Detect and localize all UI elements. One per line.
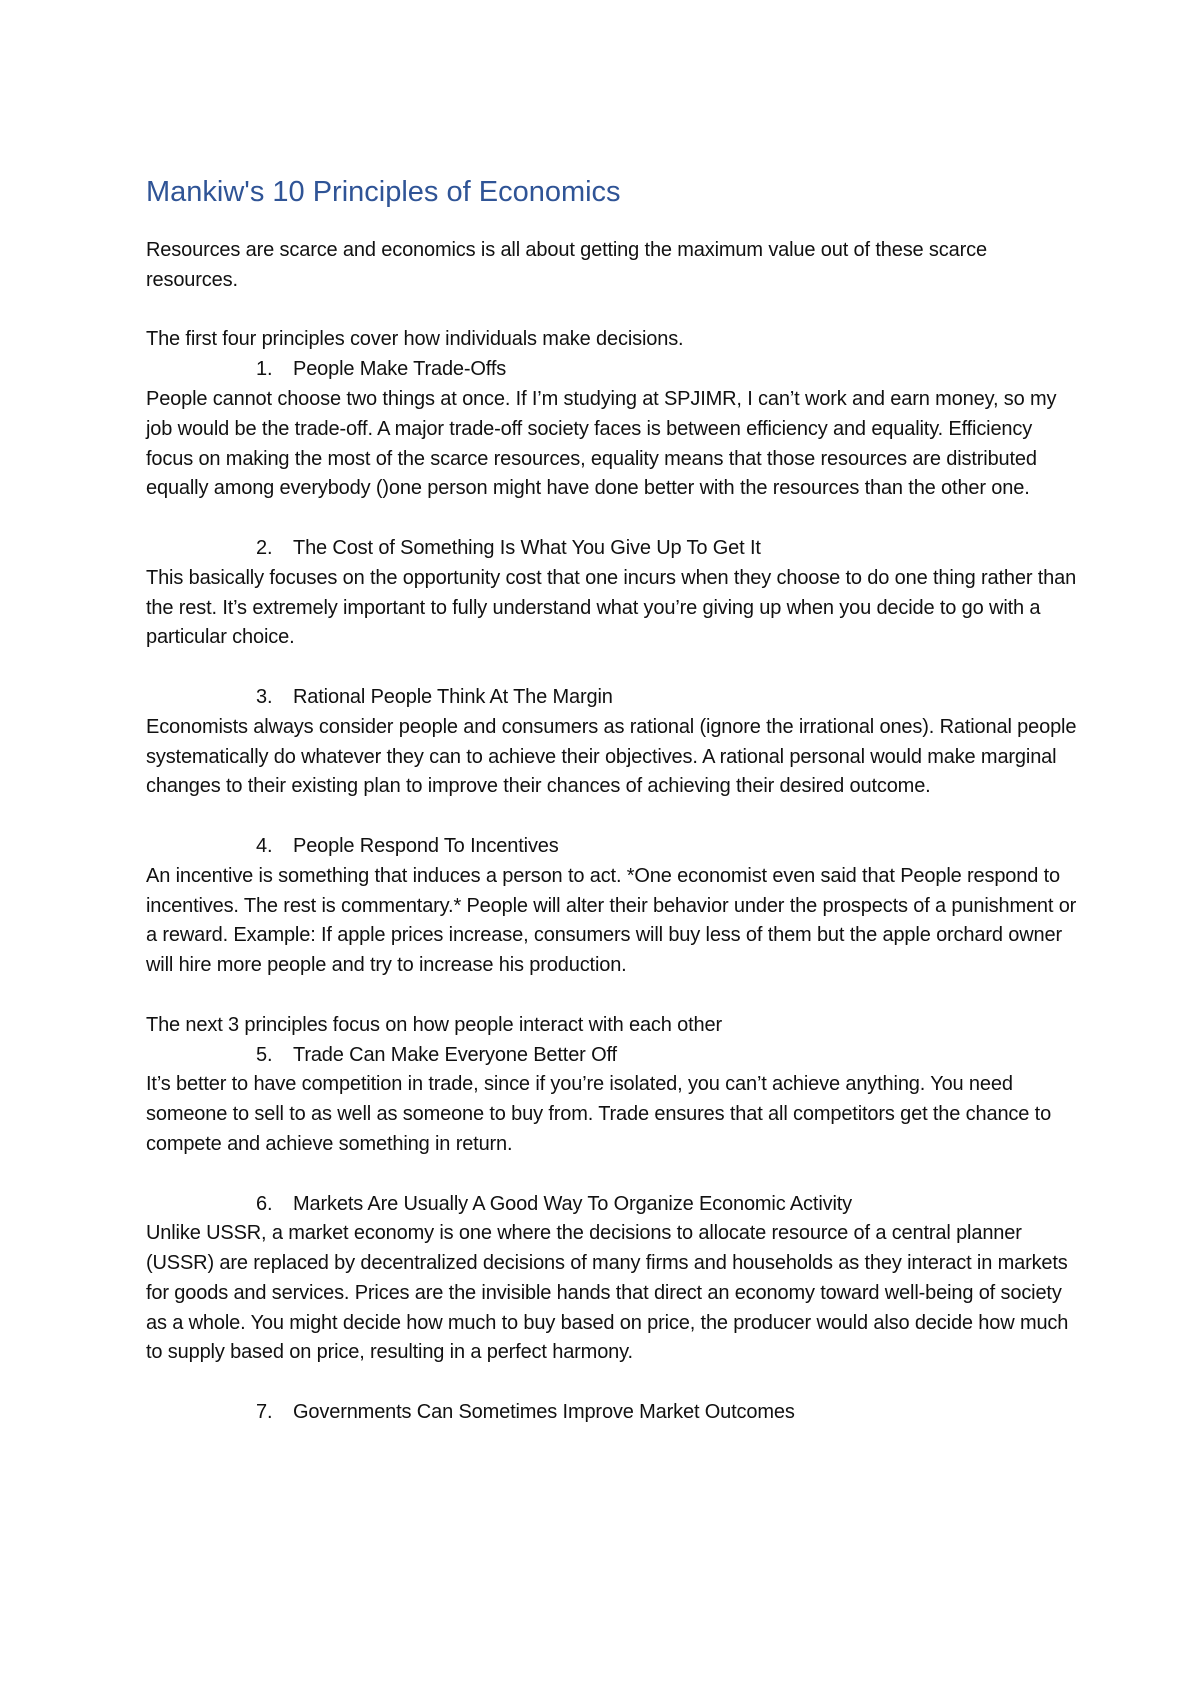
spacer xyxy=(146,802,1080,832)
principle-heading: Trade Can Make Everyone Better Off xyxy=(293,1043,617,1066)
document-title: Mankiw's 10 Principles of Economics xyxy=(146,176,621,208)
section-1-intro: The first four principles cover how individuals make decisions. xyxy=(146,328,684,351)
list-number: 2. xyxy=(256,536,273,559)
list-number: 1. xyxy=(256,358,273,381)
principle-heading: People Make Trade-Offs xyxy=(293,358,507,381)
spacer xyxy=(146,1160,1080,1190)
principle-1-body: People cannot choose two things at once. If I’m studying at SPJIMR, I can’t work and earn money, so my job would be the trade-off. A major trade-off society faces is between efficiency and equality. Efficiency focus on making the most of the scarce resources, equality means that those resources are distributed equally among everybody ()one person might have done better with the resources than the other one. xyxy=(146,387,1057,500)
principle-7-heading xyxy=(146,1398,1080,1428)
principle-4-body: An incentive is something that induces a person to act. *One economist even said that People respond to incentives. The rest is commentary.* People will alter their behavior under the prospects of a punishment or a reward. Example: If apple prices increase, consumers will buy less of them but the apple orchard owner will hire more people and try to increase his production. xyxy=(146,864,1077,977)
spacer xyxy=(146,981,1080,1011)
principle-6-body: Unlike USSR, a market economy is one where the decisions to allocate resource of a central planner (USSR) are replaced by decentralized decisions of many firms and households as they interact in markets for goods and services. Prices are the invisible hands that direct an economy toward well-being of society as a whole. You might decide how much to buy based on price, the producer would also decide how much to supply based on price, resulting in a perfect harmony. xyxy=(146,1222,1069,1364)
principle-2-body: This basically focuses on the opportunity cost that one incurs when they choose to do one thing rather than the rest. It’s extremely important to fully understand what you’re giving up when you decide to go with a particular choice. xyxy=(146,566,1077,649)
principle-heading: Governments Can Sometimes Improve Market Outcomes xyxy=(293,1401,795,1424)
principle-2-heading xyxy=(146,534,1080,564)
principle-heading: People Respond To Incentives xyxy=(293,834,559,857)
principle-5-heading xyxy=(146,1041,1080,1071)
principle-1-heading xyxy=(146,355,1080,385)
principle-5-body: It’s better to have competition in trade, since if you’re isolated, you can’t achieve anything. You need someone to sell to as well as someone to buy from. Trade ensures that all competitors get the chance to compete and achieve something in return. xyxy=(146,1073,1052,1155)
principle-3-body: Economists always consider people and consumers as rational (ignore the irrational ones). Rational people systematically do whatever they can to achieve their objectives. A rational personal would make marginal changes to their existing plan to improve their chances of achieving their desired outcome. xyxy=(146,715,1077,798)
principle-4-heading xyxy=(146,832,1080,862)
principle-heading: The Cost of Something Is What You Give Up To Get It xyxy=(293,536,761,559)
principle-6-heading xyxy=(146,1190,1080,1220)
principle-3-heading xyxy=(146,683,1080,713)
section-2-intro: The next 3 principles focus on how people interact with each other xyxy=(146,1013,722,1036)
list-number: 4. xyxy=(256,834,273,857)
list-number: 7. xyxy=(256,1401,273,1424)
spacer xyxy=(146,504,1080,534)
spacer xyxy=(146,653,1080,683)
list-number: 5. xyxy=(256,1043,273,1066)
principle-heading: Markets Are Usually A Good Way To Organize Economic Activity xyxy=(293,1192,853,1215)
spacer xyxy=(146,296,1080,326)
spacer xyxy=(146,1368,1080,1398)
list-number: 6. xyxy=(256,1192,273,1215)
intro-paragraph: Resources are scarce and economics is all about getting the maximum value out of these scarce resources. xyxy=(146,239,987,291)
list-number: 3. xyxy=(256,685,273,708)
principle-heading: Rational People Think At The Margin xyxy=(293,685,613,708)
